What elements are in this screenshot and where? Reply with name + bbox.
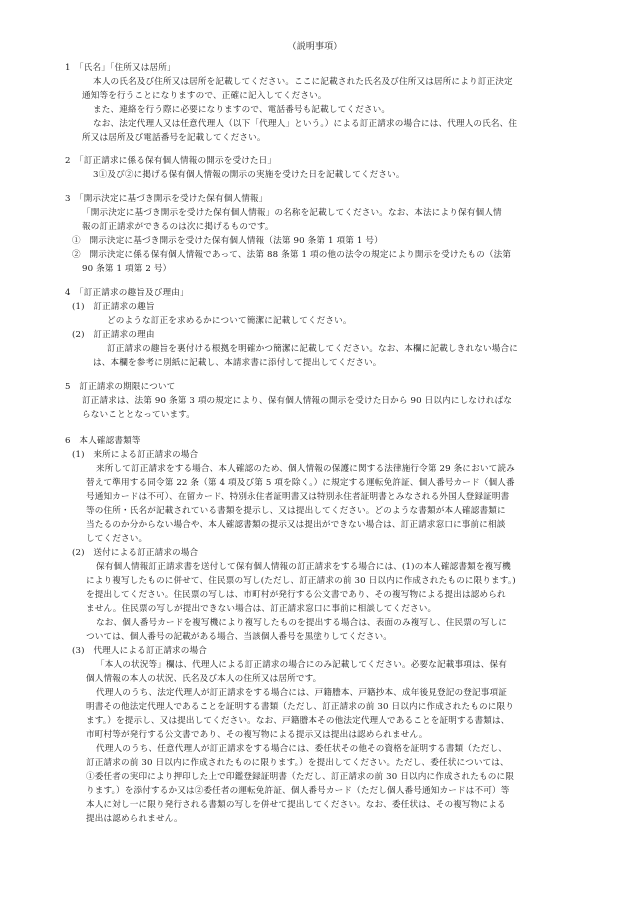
paragraph-line: ①委任者の実印により押印した上で印鑑登録証明書（ただし、訂正請求の前 30 日以内に作成されたものに限: [86, 772, 514, 782]
section-3-heading: 3 「開示決定に基づき開示を受けた保有個人情報」: [65, 194, 268, 204]
document-title: （説明事項）: [287, 42, 343, 52]
paragraph-line: 本人の氏名及び住所又は居所を記載してください。ここに記載された氏名及び住所又は居所により訂正決定: [93, 77, 513, 87]
paragraph-line: 市町村等が発行する公文書であり、その複写物による提示又は提出は認められません。: [86, 730, 428, 740]
paragraph-line: また、連絡を行う際に必要になりますので、電話番号も記載してください。: [93, 105, 391, 115]
paragraph-line: 本人に対し一に限り発行される書類の写しを併せて提出してください。なお、委任状は、その複写物による: [86, 800, 506, 810]
subsection-heading: (2) 送付による訂正請求の場合: [72, 548, 199, 558]
paragraph-line: どのような訂正を求めるかについて簡潔に記載してください。: [107, 316, 352, 326]
paragraph-line: なお、法定代理人又は任意代理人（以下「代理人」という。）による訂正請求の場合には、代理人の氏名、住: [93, 119, 518, 129]
paragraph-line: 個人情報の本人の状況、氏名及び本人の住所又は居所です。: [86, 674, 322, 684]
paragraph-line: ます。）を提示し、又は提出してください。なお、戸籍謄本その他法定代理人であることを証明する書類は、: [86, 716, 510, 726]
paragraph-line: 明書その他法定代理人であることを証明する書類（ただし、訂正請求の前 30 日以内に作成されたものに限り: [86, 702, 514, 712]
section-1-heading: 1 「氏名」「住所又は居所」: [65, 63, 176, 73]
paragraph-line: 当たるのか分からない場合や、本人確認書類の提示又は提出ができない場合は、訂正請求窓口に事前に相談: [86, 520, 506, 530]
paragraph-line: により複写したものに併せて、住民票の写し(ただし、訂正請求の前 30 日以内に作成されたものに限ります。): [86, 576, 516, 586]
subsection-heading: (2) 訂正請求の理由: [72, 330, 155, 340]
list-item: ② 開示決定に係る保有個人情報であって、法第 88 条第 1 項の他の法令の規定により開示を受けたもの（法第: [72, 250, 512, 260]
paragraph-line: 通知等を行うことになりますので、正確に記入してください。: [82, 91, 327, 101]
subsection-heading: (1) 訂正請求の趣旨: [72, 302, 155, 312]
paragraph-line: 来所して訂正請求をする場合、本人確認のため、個人情報の保護に関する法律施行令第 29 条において読み: [96, 464, 515, 474]
paragraph-line: ついては、個人番号の記載がある場合、当該個人番号を黒塗りしてください。: [86, 632, 393, 642]
paragraph-line: 報の訂正請求ができるのは次に掲げるものです。: [82, 222, 274, 232]
subsection-heading: (1) 来所による訂正請求の場合: [72, 450, 199, 460]
paragraph-line: 保有個人情報訂正請求書を送付して保有個人情報の訂正請求をする場合には、(1)の本人確認書類を複写機: [96, 562, 511, 572]
section-4-heading: 4 「訂正請求の趣旨及び理由」: [65, 288, 189, 298]
section-2-heading: 2 「訂正請求に係る保有個人情報の開示を受けた日」: [65, 156, 277, 166]
paragraph-line: 替えて準用する同令第 22 条（第 4 項及び第 5 項を除く。）に規定する運転免許証、個人番号カード（個人番: [86, 478, 515, 488]
paragraph-line: 「本人の状況等」欄は、代理人による訂正請求の場合にのみ記載してください。必要な記載事項は、保有: [96, 660, 507, 670]
paragraph-line: 号通知カードは不可）、在留カード、特別永住者証明書又は特別永住者証明書とみなされる外国人登録証明書: [86, 492, 510, 502]
paragraph-line: ません。住民票の写しが提出できない場合は、訂正請求窓口に事前に相談してください。: [86, 604, 437, 614]
paragraph-line: 等の住所・氏名が記載されている書類を提示し、又は提出してください。どのような書類が本人確認書類に: [86, 506, 506, 516]
paragraph-line: なお、個人番号カードを複写機により複写したものを提出する場合は、表面のみ複写し、住民票の写しに: [96, 618, 507, 628]
paragraph-line: ります。）を添付するか又は②委任者の運転免許証、個人番号カード（ただし個人番号通知カードは不可）等: [86, 786, 510, 796]
paragraph-line: 所又は居所及び電話番号を記載してください。: [82, 133, 266, 143]
paragraph-line: 訂正請求の趣旨を裏付ける根拠を明確かつ簡潔に記載してください。なお、本欄に記載しきれない場合に: [107, 344, 518, 354]
paragraph-line: 3①及び②に掲げる保有個人情報の開示の実施を受けた日を記載してください。: [93, 170, 405, 180]
paragraph-line: を提出してください。住民票の写しは、市町村が発行する公文書であり、その複写物による提出は認められ: [86, 590, 506, 600]
list-item: ① 開示決定に基づき開示を受けた保有個人情報（法第 90 条第 1 項第 1 号）: [72, 236, 383, 246]
section-5-heading: 5 訂正請求の期限について: [65, 382, 176, 392]
paragraph-line: 「開示決定に基づき開示を受けた保有個人情報」の名称を記載してください。なお、本法により保有個人情: [82, 208, 502, 218]
paragraph-line: 代理人のうち、法定代理人が訂正請求をする場合には、戸籍謄本、戸籍抄本、成年後見登記の登記事項証: [96, 688, 507, 698]
subsection-heading: (3) 代理人による訂正請求の場合: [72, 646, 208, 656]
section-6-heading: 6 本人確認書類等: [65, 436, 141, 446]
paragraph-line: 提出は認められません。: [86, 814, 183, 824]
paragraph-line: らないこととなっています。: [82, 410, 195, 420]
paragraph-line: 訂正請求は、法第 90 条第 3 項の規定により、保有個人情報の開示を受けた日から 90 日以内にしなければな: [82, 396, 513, 406]
paragraph-line: 代理人のうち、任意代理人が訂正請求をする場合には、委任状その他その資格を証明する書類（ただし、: [96, 744, 507, 754]
paragraph-line: は、本欄を参考に別紙に記載し、本請求書に添付して提出してください。: [93, 358, 382, 368]
paragraph-line: 90 条第 1 項第 2 号）: [82, 264, 172, 274]
paragraph-line: 訂正請求の前 30 日以内に作成されたものに限ります。）を提出してください。ただし、委任状については、: [86, 758, 509, 768]
paragraph-line: してください。: [86, 534, 148, 544]
